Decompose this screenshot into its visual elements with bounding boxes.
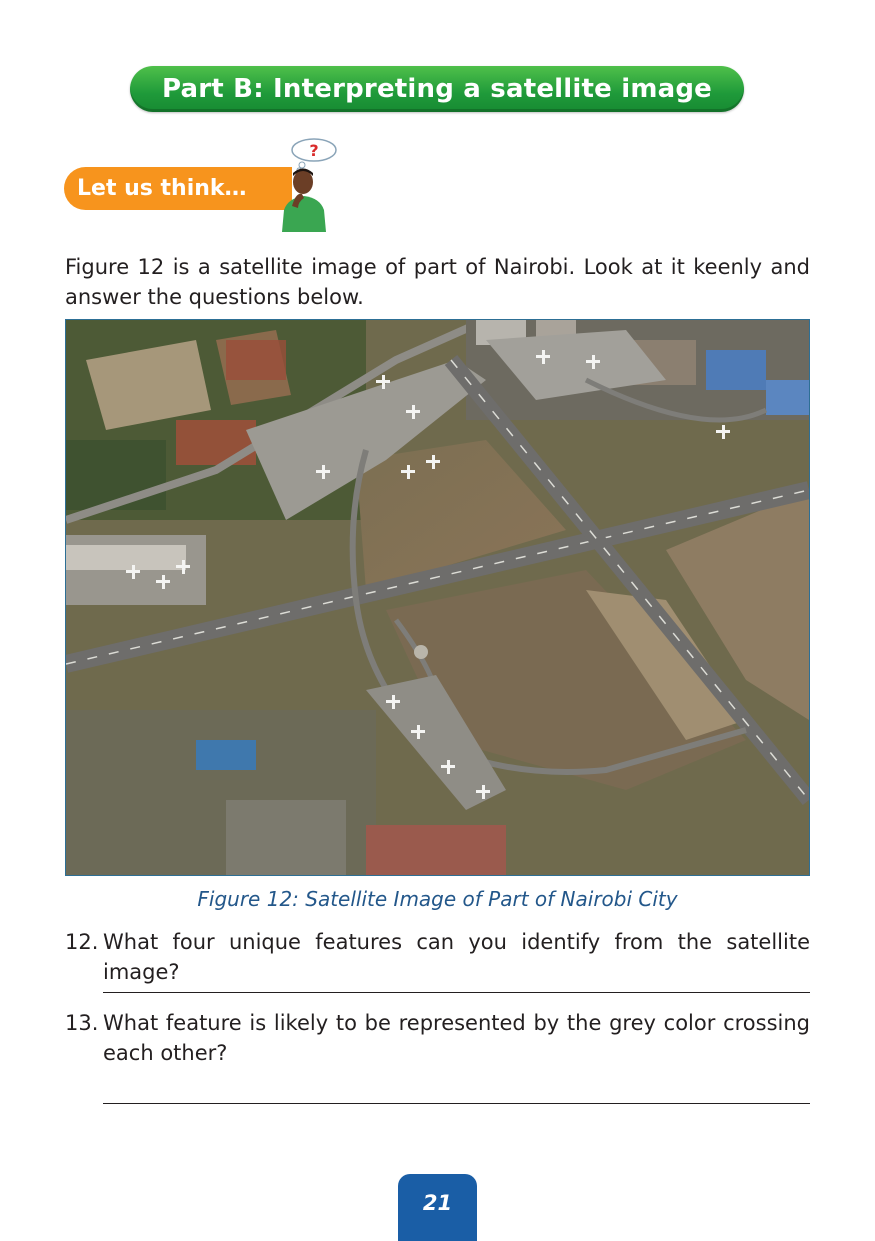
intro-paragraph: Figure 12 is a satellite image of part of Nairobi. Look at it keenly and answer the questions below. xyxy=(65,255,810,309)
figure-caption: Figure 12: Satellite Image of Part of Nairobi City xyxy=(197,887,678,911)
thought-bubble-mark: ? xyxy=(309,141,319,160)
page-number: 21 xyxy=(422,1190,453,1215)
section-banner xyxy=(130,66,744,112)
answer-line[interactable] xyxy=(103,992,810,993)
let-us-think-label xyxy=(64,167,292,210)
question-number: 12. xyxy=(65,930,99,954)
thinking-person-icon xyxy=(272,136,342,232)
question-number: 13. xyxy=(65,1011,99,1035)
think-label-text: Let us think… xyxy=(77,176,247,201)
question-12 xyxy=(65,927,810,987)
section-title: Part B: Interpreting a satellite image xyxy=(161,74,713,104)
question-text: What four unique features can you identify from the satellite image? xyxy=(103,930,810,984)
answer-line[interactable] xyxy=(103,1103,810,1104)
satellite-image xyxy=(65,319,810,876)
page-number-tab xyxy=(398,1174,477,1241)
question-text: What feature is likely to be represented by the grey color crossing each other? xyxy=(103,1011,810,1065)
question-13 xyxy=(65,1008,810,1068)
